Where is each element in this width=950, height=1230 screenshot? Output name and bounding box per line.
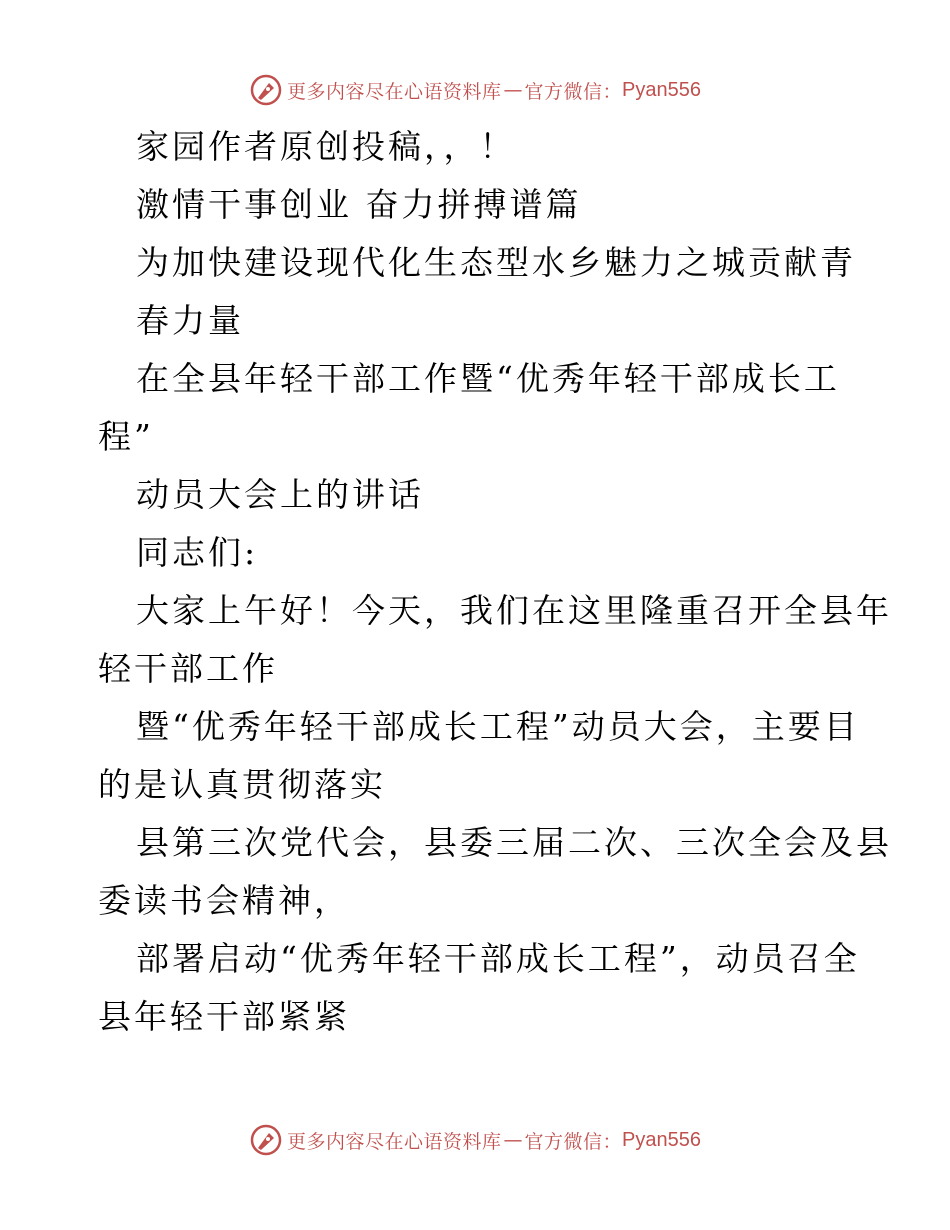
body-line: 暨“优秀年轻干部成长工程”动员大会，主要目	[136, 707, 860, 746]
body-line: 动员大会上的讲话	[136, 475, 424, 514]
watermark-id: Pyan556	[622, 1128, 701, 1151]
body-line: 春力量	[136, 301, 244, 340]
body-line: 为加快建设现代化生态型水乡魅力之城贡献青	[136, 243, 856, 282]
body-line: 同志们:	[136, 533, 259, 572]
pen-nib-logo-icon	[249, 1123, 283, 1157]
body-line: 在全县年轻干部工作暨“优秀年轻干部成长工	[136, 359, 840, 398]
body-line: 的是认真贯彻落实	[98, 765, 386, 804]
watermark-label: 官方微信：	[524, 1130, 623, 1153]
watermark-dash: —	[503, 79, 523, 101]
body-line: 程”	[98, 417, 154, 456]
body-line: 大家上午好！今天，我们在这里隆重召开全县年	[136, 591, 892, 630]
body-line: 轻干部工作	[98, 649, 278, 688]
watermark-text: 更多内容尽在心语资料库	[287, 1130, 502, 1153]
document-body	[98, 118, 892, 1046]
pen-nib-logo-icon	[249, 73, 283, 107]
watermark-dash: —	[503, 1129, 523, 1151]
watermark-text: 更多内容尽在心语资料库	[287, 80, 502, 103]
body-line: 县年轻干部紧紧	[98, 997, 350, 1036]
body-line: 部署启动“优秀年轻干部成长工程”，动员召全	[136, 939, 860, 978]
header-watermark	[0, 70, 950, 110]
body-line: 县第三次党代会，县委三届二次、三次全会及县	[136, 823, 892, 862]
body-line: 激情干事创业 奋力拼搏谱篇	[136, 185, 582, 224]
body-line: 家园作者原创投稿，，！	[136, 127, 516, 166]
watermark-id: Pyan556	[622, 78, 701, 101]
body-line: 委读书会精神，	[98, 881, 350, 920]
footer-watermark	[0, 1120, 950, 1160]
watermark-label: 官方微信：	[524, 80, 623, 103]
